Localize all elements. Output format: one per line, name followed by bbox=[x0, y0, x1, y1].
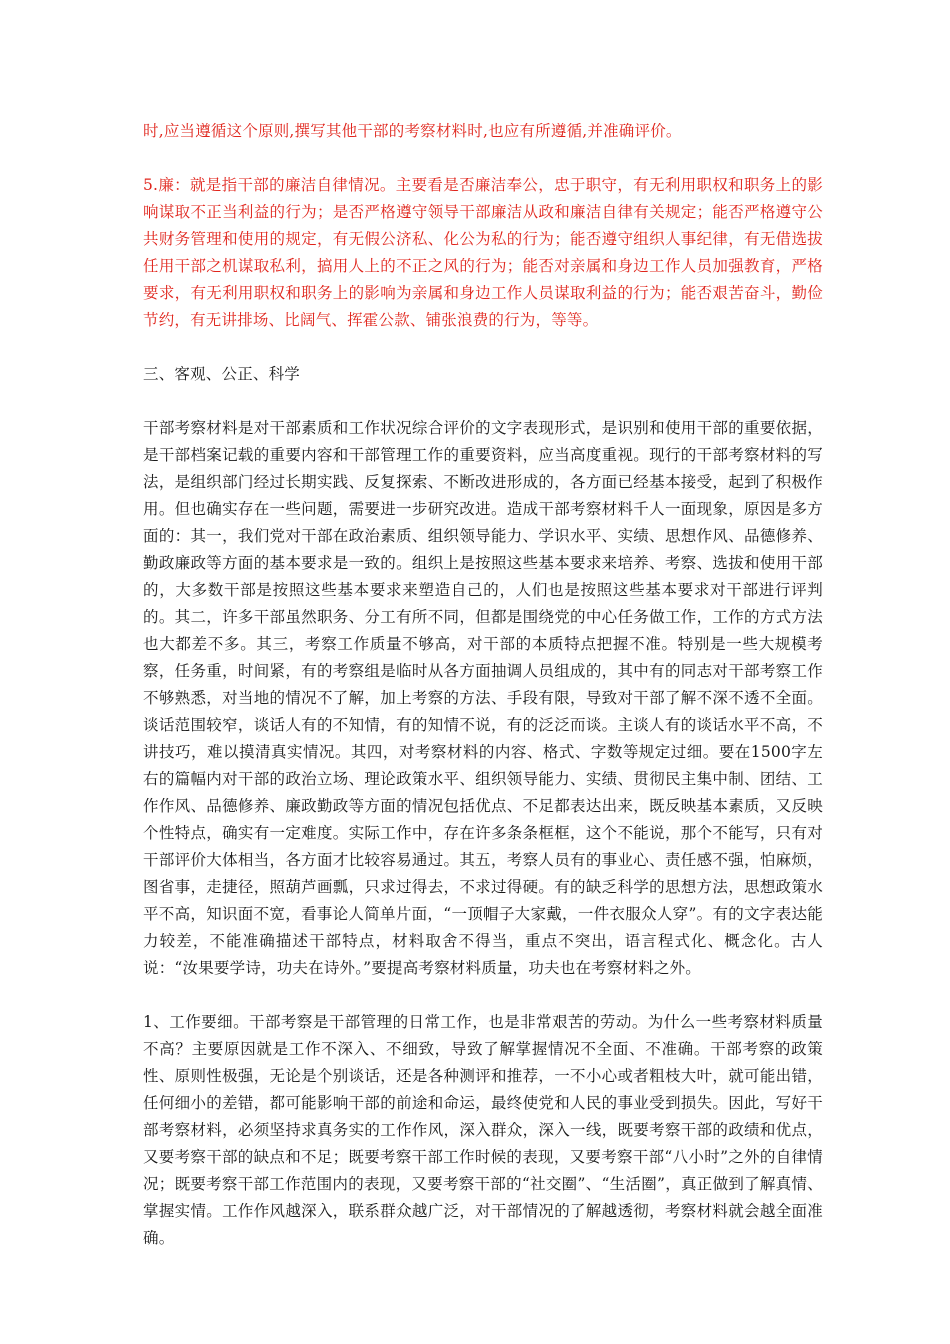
paragraph-overview: 干部考察材料是对干部素质和工作状况综合评价的文字表现形式，是识别和使用干部的重要依据，是干部档案记载的重要内容和干部管理工作的重要资料，应当高度重视。现行的干部考察材料的写法，是组织部门经过长期实践、反复探索、不断改进形成的，各方面已经基本接受，起到了积极作用。但也确实存在一些问题，需要进一步研究改进。造成干部考察材料千人一面现象，原因是多方面的：其一，我们党对干部在政治素质、组织领导能力、学识水平、实绩、思想作风、品德修养、勤政廉政等方面的基本要求是一致的。组织上是按照这些基本要求来培养、考察、选拔和使用干部的，大多数干部是按照这些基本要求来塑造自己的，人们也是按照这些基本要求对干部进行评判的。其二，许多干部虽然职务、分工有所不同，但都是围绕党的中心任务做工作，工作的方式方法也大都差不多。其三，考察工作质量不够高，对干部的本质特点把握不准。特别是一些大规模考察，任务重，时间紧，有的考察组是临时从各方面抽调人员组成的，其中有的同志对干部考察工作不够熟悉，对当地的情况不了解，加上考察的方法、手段有限，导致对干部了解不深不透不全面。谈话范围较窄，谈话人有的不知情，有的知情不说，有的泛泛而谈。主谈人有的谈话水平不高，不讲技巧，难以摸清真实情况。其四，对考察材料的内容、格式、字数等规定过细。要在1500字左右的篇幅内对干部的政治立场、理论政策水平、组织领导能力、实绩、贯彻民主集中制、团结、工作作风、品德修养、廉政勤政等方面的情况包括优点、不足都表达出来，既反映基本素质，又反映个性特点，确实有一定难度。实际工作中，存在许多条条框框，这个不能说，那个不能写，只有对干部评价大体相当，各方面才比较容易通过。其五，考察人员有的事业心、责任感不强，怕麻烦，图省事，走捷径，照葫芦画瓢，只求过得去，不求过得硬。有的缺乏科学的思想方法，思想政策水平不高，知识面不宽，看事论人简单片面，“一顶帽子大家戴，一件衣服众人穿”。有的文字表达能力较差，不能准确描述干部特点，材料取舍不得当，重点不突出，语言程式化、概念化。古人说：“汝果要学诗，功夫在诗外。”要提高考察材料质量，功夫也在考察材料之外。 bbox=[143, 419, 823, 977]
document-page bbox=[143, 118, 823, 1279]
paragraph-continuation: 时,应当遵循这个原则,撰写其他干部的考察材料时,也应有所遵循,并准确评价。 bbox=[143, 122, 682, 140]
paragraph-integrity: 5.廉：就是指干部的廉洁自律情况。主要看是否廉洁奉公，忠于职守，有无利用职权和职务上的影响谋取不正当利益的行为；是否严格遵守领导干部廉洁从政和廉洁自律有关规定；能否严格遵守公共财务管理和使用的规定，有无假公济私、化公为私的行为；能否遵守组织人事纪律，有无借选拔任用干部之机谋取私利，搞用人上的不正之风的行为；能否对亲属和身边工作人员加强教育，严格要求，有无利用职权和职务上的影响为亲属和身边工作人员谋取利益的行为；能否艰苦奋斗，勤俭节约，有无讲排场、比阔气、挥霍公款、铺张浪费的行为，等等。 bbox=[143, 176, 823, 329]
section-heading: 三、客观、公正、科学 bbox=[143, 365, 301, 383]
paragraph-work-detail: 1、工作要细。干部考察是干部管理的日常工作，也是非常艰苦的劳动。为什么一些考察材料质量不高？主要原因就是工作不深入、不细致，导致了解掌握情况不全面、不准确。干部考察的政策性、原则性极强，无论是个别谈话，还是各种测评和推荐，一不小心或者粗枝大叶，就可能出错，任何细小的差错，都可能影响干部的前途和命运，最终使党和人民的事业受到损失。因此，写好干部考察材料，必须坚持求真务实的工作作风，深入群众，深入一线，既要考察干部的政绩和优点，又要考察干部的缺点和不足；既要考察干部工作时候的表现，又要考察干部“八小时”之外的自律情况；既要考察干部工作范围内的表现，又要考察干部的“社交圈”、“生活圈”，真正做到了解真情、掌握实情。工作作风越深入，联系群众越广泛，对干部情况的了解越透彻，考察材料就会越全面准确。 bbox=[143, 1013, 823, 1247]
